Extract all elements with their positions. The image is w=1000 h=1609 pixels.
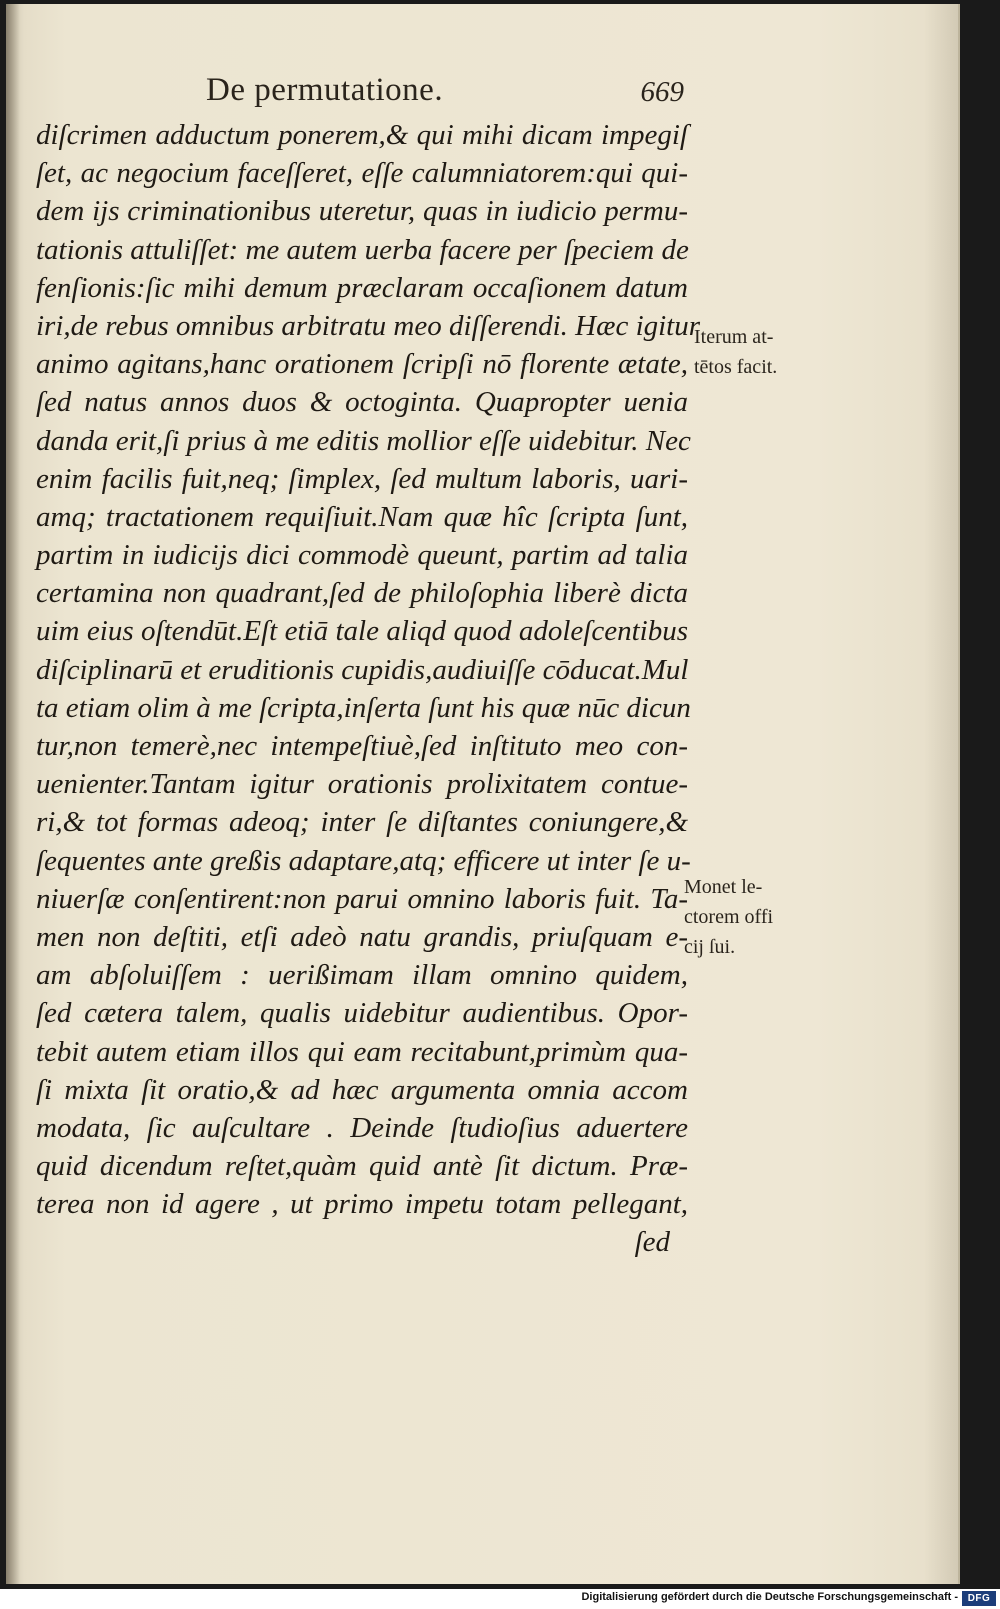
text-line: diſcrimen adductum ponerem,& qui mihi dicam impegiſ bbox=[36, 119, 688, 151]
text-line: enim facilis fuit,neq; ſimplex, ſed multum laboris, uari- bbox=[36, 462, 688, 495]
marginal-note-line: Iterum at- bbox=[694, 326, 774, 348]
text-line: diſciplinarū et eruditionis cupidis,audiuiſſe cōducat.Mul bbox=[36, 653, 689, 686]
text-line: tationis attuliſſet: me autem uerba facere per ſpeciem de bbox=[36, 233, 689, 266]
text-line: ſed natus annos duos & octoginta. Quapropter uenia bbox=[36, 386, 688, 419]
text-line: dem ijs criminationibus uteretur, quas in iudicio permu- bbox=[36, 195, 688, 228]
spine-shadow bbox=[6, 4, 20, 1584]
catchword: ſed bbox=[634, 1226, 670, 1259]
text-line: danda erit,ſi prius à me editis mollior eſſe uidebitur. Nec bbox=[36, 424, 691, 457]
marginal-note-line: ctorem offi bbox=[684, 906, 774, 928]
text-line: terea non id agere , ut primo impetu totam pellegant, bbox=[36, 1188, 688, 1221]
text-line: niuerſæ conſentirent:non parui omnino laboris fuit. Ta- bbox=[36, 882, 688, 915]
text-line: amq; tractationem requiſiuit.Nam quæ hîc ſcripta ſunt, bbox=[36, 500, 688, 533]
book-page bbox=[6, 4, 960, 1584]
running-title: De permutatione. bbox=[206, 72, 444, 108]
page-number: 669 bbox=[640, 76, 684, 108]
text-line: certamina non quadrant,ſed de philoſophia liberè dicta bbox=[36, 577, 688, 610]
text-line: ta etiam olim à me ſcripta,inſerta ſunt his quæ nūc dicun bbox=[36, 691, 691, 724]
body-text bbox=[36, 116, 701, 1262]
text-line: tur,non temerè,nec intempeſtiuè,ſed inſtituto meo con- bbox=[36, 730, 688, 762]
text-line: modata, ſic auſcultare . Deinde ſtudioſius aduertere bbox=[36, 1111, 688, 1144]
text-line: partim in iudicijs dici commodè queunt, partim ad talia bbox=[36, 539, 688, 572]
page-edge bbox=[924, 4, 958, 1584]
text-line: uenienter.Tantam igitur orationis prolixitatem contue- bbox=[36, 768, 688, 801]
text-line: uim eius oſtendūt.Eſt etiā tale aliqd quod adoleſcentibus bbox=[36, 615, 688, 648]
text-line: ſed cætera talem, qualis uidebitur audientibus. Opor- bbox=[36, 997, 688, 1030]
text-line: am abſoluiſſem : uerißimam illam omnino quidem, bbox=[36, 959, 688, 992]
funding-credit: Digitalisierung gefördert durch die Deutsche Forschungsgemeinschaft - bbox=[581, 1591, 958, 1603]
running-head bbox=[206, 72, 686, 118]
dfg-logo: DFG bbox=[962, 1591, 996, 1606]
text-line: animo agitans,hanc orationem ſcripſi nō florente ætate, bbox=[36, 348, 688, 381]
text-line: ſi mixta ſit oratio,& ad hæc argumenta omnia accom bbox=[36, 1073, 688, 1106]
text-line: ſequentes ante greßis adaptare,atq; efficere ut inter ſe u- bbox=[36, 844, 691, 877]
marginal-note-monet bbox=[684, 872, 773, 962]
text-line: fenſionis:ſic mihi demum præclaram occaſionem datum bbox=[36, 271, 688, 304]
text-line: ſet, ac negocium faceſſeret, eſſe calumniatorem:qui qui- bbox=[36, 157, 688, 190]
marginal-note-line: Monet le- bbox=[684, 876, 763, 898]
text-line: tebit autem etiam illos qui eam recitabunt,primùm qua- bbox=[36, 1035, 688, 1068]
text-line: men non deſtiti, etſi adeò natu grandis, priuſquam e- bbox=[36, 920, 688, 953]
marginal-note-line: cij ſui. bbox=[684, 936, 736, 958]
text-line: ri,& tot formas adeoq; inter ſe diſtantes coniungere,& bbox=[36, 806, 688, 839]
text-line: iri,de rebus omnibus arbitratu meo diſſerendi. Hæc igitur bbox=[36, 309, 701, 342]
marginal-note-iterum bbox=[694, 322, 777, 382]
footer-bar bbox=[0, 1589, 1000, 1609]
marginal-note-line: tētos facit. bbox=[694, 356, 778, 378]
text-line: quid dicendum reſtet,quàm quid antè ſit dictum. Præ- bbox=[36, 1150, 688, 1183]
